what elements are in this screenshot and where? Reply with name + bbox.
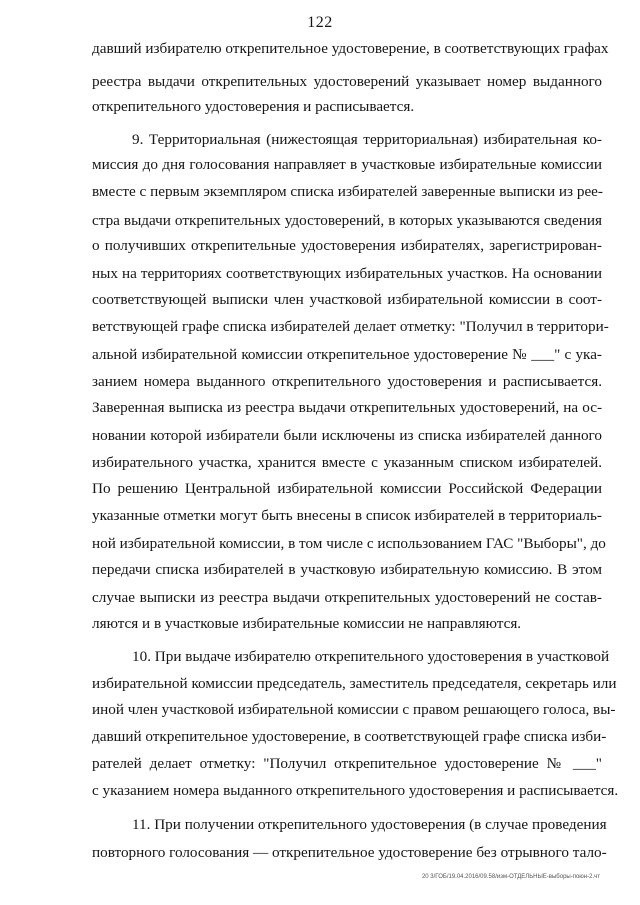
text-line: стра выдачи открепительных удостоверений, в которых указываются сведения [92,212,602,229]
text-line: ных на территориях соответствующих избирательных участков. На основании [92,265,602,282]
text-line: рателей делает отметку: "Получил открепительное удостоверение № ___" [92,755,602,772]
text-line: вместе с первым экземпляром списка избирателей заверенные выписки из рее- [92,183,603,200]
text-line: миссия до дня голосования направляет в участковые избирательные комиссии [92,156,602,173]
text-line: случае выписки из реестра выдачи открепительных удостоверений не состав- [92,589,602,606]
paragraph-9-start: 9. Территориальная (нижестоящая территориальная) избирательная ко- [132,131,602,148]
text-line: Заверенная выписка из реестра выдачи открепительных удостоверений, на ос- [92,399,602,416]
text-line: давший избирателю открепительное удостоверение, в соответствующих графах [92,40,609,57]
text-line: реестра выдачи открепительных удостоверений указывает номер выданного [92,73,602,90]
footer-file-path: 20 3/ГОБ/19.04.2016/09.58/изм-ОТДЕЛЬНЫЕ-выборы-поюн-2.чт [421,874,600,880]
text-line: По решению Центральной избирательной комиссии Российской Федерации [92,480,602,497]
text-line: ветствующей графе списка избирателей делает отметку: "Получил в территори- [92,318,609,335]
text-line: избирательного участка, хранится вместе с указанным списком избирателей. [92,454,602,471]
text-line: занием номера выданного открепительного удостоверения и расписывается. [92,373,602,390]
text-line: с указанием номера выданного открепительного удостоверения и расписывается. [92,782,619,799]
text-line: ной избирательной комиссии, в том числе с использованием ГАС "Выборы", до [92,535,606,552]
text-line: указанные отметки могут быть внесены в список избирателей в территориаль- [92,507,602,524]
text-line: соответствующей выписки член участковой избирательной комиссии в соот- [92,291,602,308]
text-line: избирательной комиссии председатель, заместитель председателя, секретарь или [92,675,617,692]
text-line: давший открепительное удостоверение, в соответствующей графе списка изби- [92,728,607,745]
text-line: передачи списка избирателей в участковую избирательную комиссию. В этом [92,561,602,578]
text-line: новании которой избиратели были исключены из списка избирателей данного [92,427,602,444]
paragraph-11-start: 11. При получении открепительного удостоверения (в случае проведения [132,816,607,833]
text-line: о получивших открепительные удостоверения избирателях, зарегистрирован- [92,237,602,254]
text-line: альной избирательной комиссии открепительное удостоверение № ___" с ука- [92,346,602,363]
text-line: повторного голосования — открепительное удостоверение без отрывного тало- [92,844,607,861]
text-line: ляются и в участковые избирательные комиссии не направляются. [92,615,522,632]
text-line: иной член участковой избирательной комиссии с правом решающего голоса, вы- [92,701,616,718]
paragraph-10-start: 10. При выдаче избирателю открепительного удостоверения в участковой [132,648,610,665]
page-number: 122 [307,14,333,31]
text-line: открепительного удостоверения и расписывается. [92,98,415,115]
